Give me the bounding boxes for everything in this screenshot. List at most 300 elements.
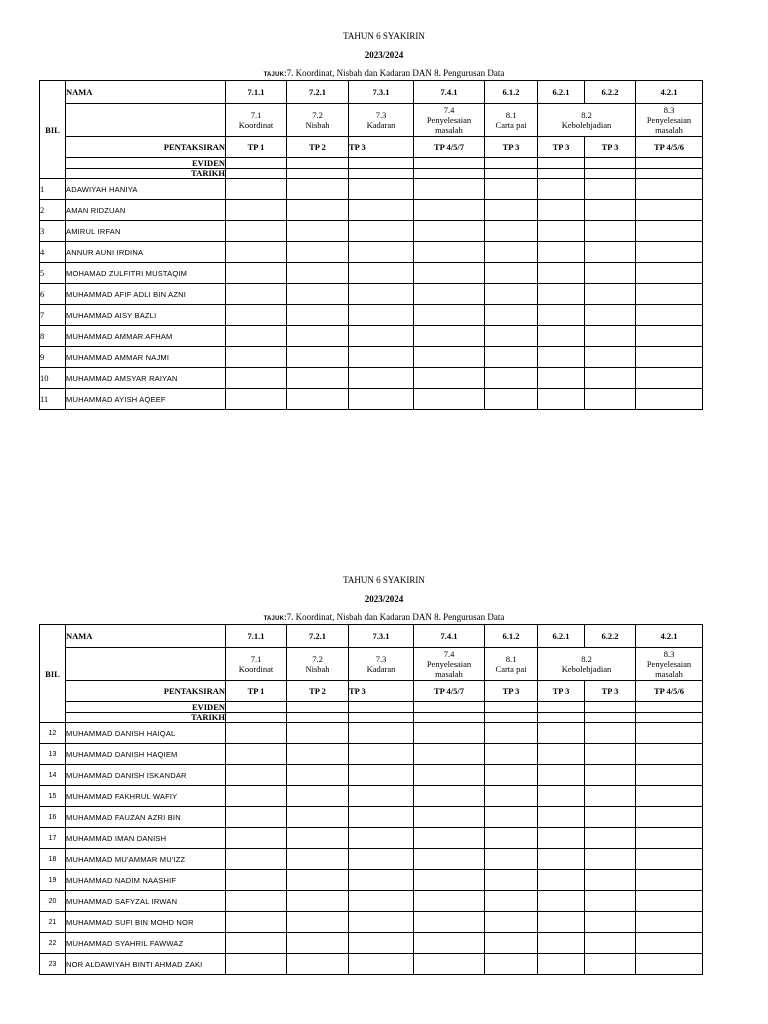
score-cell[interactable] xyxy=(349,765,414,786)
score-cell[interactable] xyxy=(485,368,538,389)
score-cell[interactable] xyxy=(485,933,538,954)
score-cell[interactable] xyxy=(414,870,485,891)
eviden-cell[interactable] xyxy=(414,702,485,713)
score-cell[interactable] xyxy=(349,849,414,870)
score-cell[interactable] xyxy=(538,912,585,933)
eviden-cell[interactable] xyxy=(485,702,538,713)
score-cell[interactable] xyxy=(349,954,414,975)
score-cell[interactable] xyxy=(226,744,287,765)
tarikh-header: TARIKH xyxy=(66,169,226,179)
score-cell[interactable] xyxy=(538,954,585,975)
score-cell[interactable] xyxy=(585,242,636,263)
score-cell[interactable] xyxy=(349,933,414,954)
student-name: MUHAMMAD AISY BAZLI xyxy=(66,305,226,326)
score-cell[interactable] xyxy=(538,221,585,242)
score-cell[interactable] xyxy=(414,347,485,368)
score-cell[interactable] xyxy=(538,807,585,828)
tp-cell: TP 2 xyxy=(287,137,349,158)
score-cell[interactable] xyxy=(287,807,349,828)
student-name: MUHAMMAD AMSYAR RAIYAN xyxy=(66,368,226,389)
eviden-cell[interactable] xyxy=(636,158,703,169)
score-cell[interactable] xyxy=(349,221,414,242)
score-cell[interactable] xyxy=(287,326,349,347)
code-cell: 7.1.1 xyxy=(226,625,287,648)
tp-cell: TP 3 xyxy=(585,137,636,158)
tarikh-cell[interactable] xyxy=(485,169,538,179)
score-cell[interactable] xyxy=(538,347,585,368)
score-cell[interactable] xyxy=(585,807,636,828)
table-row xyxy=(40,326,703,347)
student-name: MUHAMMAD FAUZAN AZRI BIN xyxy=(66,807,226,828)
score-cell[interactable] xyxy=(287,305,349,326)
student-name: AMAN RIDZUAN xyxy=(66,200,226,221)
code-cell: 6.2.2 xyxy=(585,625,636,648)
score-cell[interactable] xyxy=(226,912,287,933)
tarikh-cell[interactable] xyxy=(585,713,636,723)
score-cell[interactable] xyxy=(226,954,287,975)
score-cell[interactable] xyxy=(636,221,703,242)
tarikh-cell[interactable] xyxy=(349,713,414,723)
score-cell[interactable] xyxy=(226,242,287,263)
student-name: MUHAMMAD AFIF ADLI BIN AZNI xyxy=(66,284,226,305)
score-cell[interactable] xyxy=(585,326,636,347)
table-header xyxy=(40,81,703,179)
topic-number: 8.2 xyxy=(581,110,592,120)
score-cell[interactable] xyxy=(226,221,287,242)
score-cell[interactable] xyxy=(349,368,414,389)
score-cell[interactable] xyxy=(538,305,585,326)
topic-label: Penyelesaian masalah xyxy=(426,659,472,679)
score-cell[interactable] xyxy=(636,870,703,891)
score-cell[interactable] xyxy=(287,179,349,200)
score-cell[interactable] xyxy=(349,179,414,200)
score-cell[interactable] xyxy=(485,870,538,891)
table-row xyxy=(40,347,703,368)
code-cell: 7.2.1 xyxy=(287,81,349,104)
score-cell[interactable] xyxy=(585,723,636,744)
score-cell[interactable] xyxy=(538,200,585,221)
score-cell[interactable] xyxy=(226,765,287,786)
score-cell[interactable] xyxy=(414,263,485,284)
student-name: MUHAMMAD NADIM NAASHIF xyxy=(66,870,226,891)
score-cell[interactable] xyxy=(585,263,636,284)
score-cell[interactable] xyxy=(287,849,349,870)
score-cell[interactable] xyxy=(636,368,703,389)
score-cell[interactable] xyxy=(287,828,349,849)
score-cell[interactable] xyxy=(585,765,636,786)
score-cell[interactable] xyxy=(636,912,703,933)
table-row xyxy=(40,786,703,807)
student-name: MUHAMMAD SYAHRIL FAWWAZ xyxy=(66,933,226,954)
tarikh-cell[interactable] xyxy=(287,169,349,179)
code-cell: 6.1.2 xyxy=(485,625,538,648)
score-cell[interactable] xyxy=(585,912,636,933)
eviden-cell[interactable] xyxy=(414,158,485,169)
score-cell[interactable] xyxy=(414,368,485,389)
score-cell[interactable] xyxy=(636,200,703,221)
score-cell[interactable] xyxy=(414,765,485,786)
tp-cell: TP 4/5/6 xyxy=(636,137,703,158)
score-cell[interactable] xyxy=(226,807,287,828)
score-cell[interactable] xyxy=(585,389,636,410)
score-cell[interactable] xyxy=(585,828,636,849)
score-cell[interactable] xyxy=(287,284,349,305)
score-cell[interactable] xyxy=(287,221,349,242)
score-cell[interactable] xyxy=(485,891,538,912)
score-cell[interactable] xyxy=(414,828,485,849)
tp-cell: TP 3 xyxy=(349,137,414,158)
score-cell[interactable] xyxy=(636,284,703,305)
score-cell[interactable] xyxy=(636,765,703,786)
bil-cell: 5 xyxy=(40,263,66,284)
score-cell[interactable] xyxy=(349,870,414,891)
score-cell[interactable] xyxy=(636,242,703,263)
topic-cell xyxy=(414,648,485,681)
topic-label: Penyelesaian masalah xyxy=(646,115,692,135)
score-cell[interactable] xyxy=(538,744,585,765)
topic-label: Penyelesaian masalah xyxy=(426,115,472,135)
score-cell[interactable] xyxy=(226,933,287,954)
student-name: MUHAMMAD DANISH HAQIEM xyxy=(66,744,226,765)
student-name: MUHAMMAD AMMAR AFHAM xyxy=(66,326,226,347)
tarikh-header: TARIKH xyxy=(66,713,226,723)
code-cell: 7.3.1 xyxy=(349,625,414,648)
tp-cell: TP 3 xyxy=(485,137,538,158)
topic-cell xyxy=(226,104,287,137)
eviden-cell[interactable] xyxy=(485,158,538,169)
score-cell[interactable] xyxy=(636,849,703,870)
score-cell[interactable] xyxy=(485,786,538,807)
tarikh-cell[interactable] xyxy=(226,713,287,723)
score-cell[interactable] xyxy=(287,723,349,744)
table-row xyxy=(40,954,703,975)
topic-label: Nisbah xyxy=(305,120,330,130)
score-cell[interactable] xyxy=(538,263,585,284)
bil-header: BIL xyxy=(40,625,66,723)
eviden-cell[interactable] xyxy=(287,702,349,713)
score-cell[interactable] xyxy=(349,744,414,765)
score-cell[interactable] xyxy=(226,347,287,368)
tp-cell: TP 3 xyxy=(538,137,585,158)
score-cell[interactable] xyxy=(585,954,636,975)
score-cell[interactable] xyxy=(226,305,287,326)
topic-cell xyxy=(485,648,538,681)
nama-header: NAMA xyxy=(66,81,226,104)
table-row xyxy=(40,284,703,305)
score-cell[interactable] xyxy=(636,389,703,410)
tarikh-cell[interactable] xyxy=(538,169,585,179)
score-cell[interactable] xyxy=(485,912,538,933)
score-cell[interactable] xyxy=(485,263,538,284)
table-row xyxy=(40,389,703,410)
code-cell: 7.1.1 xyxy=(226,81,287,104)
score-cell[interactable] xyxy=(287,368,349,389)
eviden-cell[interactable] xyxy=(538,158,585,169)
score-cell[interactable] xyxy=(349,284,414,305)
score-cell[interactable] xyxy=(538,933,585,954)
tarikh-cell[interactable] xyxy=(287,713,349,723)
score-cell[interactable] xyxy=(636,305,703,326)
tarikh-cell[interactable] xyxy=(538,713,585,723)
score-cell[interactable] xyxy=(287,870,349,891)
score-cell[interactable] xyxy=(585,221,636,242)
score-cell[interactable] xyxy=(414,954,485,975)
eviden-cell[interactable] xyxy=(636,702,703,713)
score-cell[interactable] xyxy=(414,284,485,305)
score-cell[interactable] xyxy=(636,828,703,849)
score-cell[interactable] xyxy=(226,723,287,744)
score-cell[interactable] xyxy=(226,786,287,807)
score-cell[interactable] xyxy=(636,723,703,744)
bil-cell: 21 xyxy=(40,912,66,933)
bil-cell: 8 xyxy=(40,326,66,347)
topic-number: 7.4 xyxy=(443,649,455,659)
tarikh-cell[interactable] xyxy=(636,713,703,723)
topic-number: 7.1 xyxy=(250,654,262,664)
eviden-cell[interactable] xyxy=(226,702,287,713)
bil-cell: 2 xyxy=(40,200,66,221)
score-cell[interactable] xyxy=(349,723,414,744)
score-cell[interactable] xyxy=(585,305,636,326)
score-cell[interactable] xyxy=(287,389,349,410)
topic-number: 8.3 xyxy=(663,105,675,115)
student-name: MUHAMMAD DANISH HAIQAL xyxy=(66,723,226,744)
score-cell[interactable] xyxy=(226,179,287,200)
score-cell[interactable] xyxy=(349,347,414,368)
score-cell[interactable] xyxy=(636,347,703,368)
score-cell[interactable] xyxy=(414,786,485,807)
score-cell[interactable] xyxy=(349,389,414,410)
topic-cell xyxy=(287,648,349,681)
eviden-cell[interactable] xyxy=(349,158,414,169)
tajuk-label: TAJUK xyxy=(263,616,285,622)
score-cell[interactable] xyxy=(538,870,585,891)
score-cell[interactable] xyxy=(287,263,349,284)
score-cell[interactable] xyxy=(538,368,585,389)
score-cell[interactable] xyxy=(287,744,349,765)
bil-cell: 13 xyxy=(40,744,66,765)
bil-cell: 12 xyxy=(40,723,66,744)
score-cell[interactable] xyxy=(226,263,287,284)
score-cell[interactable] xyxy=(538,326,585,347)
score-cell[interactable] xyxy=(485,807,538,828)
score-cell[interactable] xyxy=(538,828,585,849)
topic-label: Kadaran xyxy=(366,120,396,130)
score-cell[interactable] xyxy=(226,200,287,221)
bil-cell: 9 xyxy=(40,347,66,368)
score-cell[interactable] xyxy=(485,242,538,263)
score-cell[interactable] xyxy=(485,744,538,765)
assessment-table-2 xyxy=(39,624,703,975)
score-cell[interactable] xyxy=(226,891,287,912)
student-rows xyxy=(40,179,703,410)
tarikh-cell[interactable] xyxy=(414,713,485,723)
score-cell[interactable] xyxy=(226,828,287,849)
score-cell[interactable] xyxy=(538,723,585,744)
tajuk-text: :7. Koordinat, Nisbah dan Kadaran DAN 8. Pengurusan Data xyxy=(284,68,505,78)
score-cell[interactable] xyxy=(485,347,538,368)
code-cell: 7.2.1 xyxy=(287,625,349,648)
score-cell[interactable] xyxy=(287,242,349,263)
score-cell[interactable] xyxy=(585,891,636,912)
score-cell[interactable] xyxy=(414,179,485,200)
topic-number: 7.3 xyxy=(375,110,387,120)
tp-cell: TP 4/5/7 xyxy=(414,681,485,702)
score-cell[interactable] xyxy=(287,891,349,912)
score-cell[interactable] xyxy=(485,954,538,975)
score-cell[interactable] xyxy=(485,305,538,326)
score-cell[interactable] xyxy=(585,849,636,870)
score-cell[interactable] xyxy=(226,870,287,891)
score-cell[interactable] xyxy=(226,284,287,305)
score-cell[interactable] xyxy=(349,305,414,326)
score-cell[interactable] xyxy=(226,849,287,870)
score-cell[interactable] xyxy=(349,200,414,221)
score-cell[interactable] xyxy=(287,765,349,786)
score-cell[interactable] xyxy=(287,200,349,221)
score-cell[interactable] xyxy=(226,389,287,410)
score-cell[interactable] xyxy=(538,284,585,305)
tarikh-cell[interactable] xyxy=(414,169,485,179)
eviden-cell[interactable] xyxy=(538,702,585,713)
score-cell[interactable] xyxy=(287,347,349,368)
score-cell[interactable] xyxy=(538,179,585,200)
score-cell[interactable] xyxy=(485,765,538,786)
student-name: AMIRUL IRFAN xyxy=(66,221,226,242)
score-cell[interactable] xyxy=(585,284,636,305)
score-cell[interactable] xyxy=(636,326,703,347)
tp-cell: TP 3 xyxy=(349,681,414,702)
score-cell[interactable] xyxy=(414,849,485,870)
pentaksiran-header: PENTAKSIRAN xyxy=(66,681,226,702)
school-year: 2023/2024 xyxy=(364,594,404,604)
score-cell[interactable] xyxy=(485,179,538,200)
tp-cell: TP 1 xyxy=(226,137,287,158)
eviden-cell[interactable] xyxy=(287,158,349,169)
score-cell[interactable] xyxy=(485,284,538,305)
tarikh-cell[interactable] xyxy=(585,169,636,179)
eviden-header: EVIDEN xyxy=(66,702,226,713)
score-cell[interactable] xyxy=(538,389,585,410)
score-cell[interactable] xyxy=(414,242,485,263)
score-cell[interactable] xyxy=(349,807,414,828)
score-cell[interactable] xyxy=(414,807,485,828)
score-cell[interactable] xyxy=(485,828,538,849)
eviden-header: EVIDEN xyxy=(66,158,226,169)
tp-cell: TP 4/5/6 xyxy=(636,681,703,702)
score-cell[interactable] xyxy=(636,786,703,807)
tarikh-cell[interactable] xyxy=(349,169,414,179)
tarikh-cell[interactable] xyxy=(226,169,287,179)
score-cell[interactable] xyxy=(636,807,703,828)
score-cell[interactable] xyxy=(414,744,485,765)
score-cell[interactable] xyxy=(287,933,349,954)
table-row xyxy=(40,912,703,933)
score-cell[interactable] xyxy=(414,912,485,933)
score-cell[interactable] xyxy=(585,744,636,765)
bil-cell: 23 xyxy=(40,954,66,975)
score-cell[interactable] xyxy=(349,828,414,849)
score-cell[interactable] xyxy=(414,933,485,954)
score-cell[interactable] xyxy=(585,200,636,221)
tarikh-cell[interactable] xyxy=(485,713,538,723)
score-cell[interactable] xyxy=(414,200,485,221)
score-cell[interactable] xyxy=(585,347,636,368)
tajuk-text: :7. Koordinat, Nisbah dan Kadaran DAN 8. Pengurusan Data xyxy=(284,612,505,622)
score-cell[interactable] xyxy=(485,200,538,221)
table-row xyxy=(40,765,703,786)
score-cell[interactable] xyxy=(349,891,414,912)
score-cell[interactable] xyxy=(585,179,636,200)
score-cell[interactable] xyxy=(349,263,414,284)
score-cell[interactable] xyxy=(485,221,538,242)
student-name: MOHAMAD ZULFITRI MUSTAQIM xyxy=(66,263,226,284)
score-cell[interactable] xyxy=(485,849,538,870)
eviden-cell[interactable] xyxy=(585,702,636,713)
score-cell[interactable] xyxy=(287,954,349,975)
score-cell[interactable] xyxy=(485,326,538,347)
score-cell[interactable] xyxy=(226,326,287,347)
score-cell[interactable] xyxy=(585,933,636,954)
score-cell[interactable] xyxy=(538,765,585,786)
score-cell[interactable] xyxy=(349,786,414,807)
code-cell: 7.4.1 xyxy=(414,81,485,104)
score-cell[interactable] xyxy=(287,786,349,807)
score-cell[interactable] xyxy=(414,221,485,242)
score-cell[interactable] xyxy=(349,326,414,347)
table-row xyxy=(40,828,703,849)
score-cell[interactable] xyxy=(287,912,349,933)
table-row xyxy=(40,723,703,744)
table-row xyxy=(40,305,703,326)
score-cell[interactable] xyxy=(636,263,703,284)
eviden-cell[interactable] xyxy=(585,158,636,169)
topic-cell xyxy=(226,648,287,681)
score-cell[interactable] xyxy=(636,954,703,975)
score-cell[interactable] xyxy=(538,891,585,912)
eviden-cell[interactable] xyxy=(226,158,287,169)
score-cell[interactable] xyxy=(636,179,703,200)
score-cell[interactable] xyxy=(414,891,485,912)
topic-cell xyxy=(538,648,636,681)
score-cell[interactable] xyxy=(349,912,414,933)
score-cell[interactable] xyxy=(585,786,636,807)
score-cell[interactable] xyxy=(485,723,538,744)
score-cell[interactable] xyxy=(414,326,485,347)
score-cell[interactable] xyxy=(636,744,703,765)
table-row xyxy=(40,242,703,263)
eviden-cell[interactable] xyxy=(349,702,414,713)
score-cell[interactable] xyxy=(538,849,585,870)
score-cell[interactable] xyxy=(349,242,414,263)
topic-number: 7.2 xyxy=(312,110,323,120)
score-cell[interactable] xyxy=(414,305,485,326)
tarikh-cell[interactable] xyxy=(636,169,703,179)
score-cell[interactable] xyxy=(485,389,538,410)
score-cell[interactable] xyxy=(585,368,636,389)
score-cell[interactable] xyxy=(538,242,585,263)
score-cell[interactable] xyxy=(414,723,485,744)
score-cell[interactable] xyxy=(585,870,636,891)
score-cell[interactable] xyxy=(636,891,703,912)
score-cell[interactable] xyxy=(226,368,287,389)
student-name: ANNUR AUNI IRDINA xyxy=(66,242,226,263)
tajuk-line xyxy=(0,612,768,624)
score-cell[interactable] xyxy=(538,786,585,807)
score-cell[interactable] xyxy=(636,933,703,954)
score-cell[interactable] xyxy=(414,389,485,410)
bil-cell: 1 xyxy=(40,179,66,200)
